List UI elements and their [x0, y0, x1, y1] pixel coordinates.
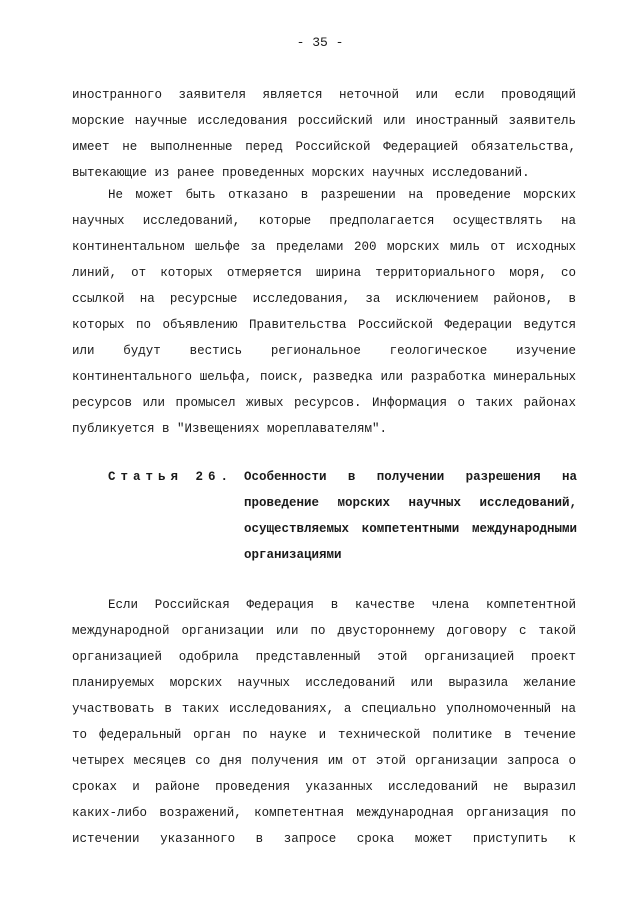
text-line: то федеральный орган по науке и технической политике в течение — [72, 728, 576, 742]
text-line: организацией одобрила представленный этой организацией проект — [72, 650, 576, 664]
text-line: Не может быть отказано в разрешении на проведение морских — [108, 188, 576, 202]
text-line: линий, от которых отмеряется ширина территориального моря, со — [72, 266, 576, 280]
text-line: научных исследований, которые предполагается осуществлять на — [72, 214, 576, 228]
paragraph-continuation — [72, 82, 576, 186]
text-line: ресурсов или промысел живых ресурсов. Информация о таких районах — [72, 396, 576, 410]
article-title-line: осуществляемых компетентными международными — [244, 522, 577, 536]
text-line: имеет не выполненные перед Российской Федерацией обязательства, — [72, 140, 576, 154]
article-label: Статья 26. — [108, 470, 234, 484]
text-line: вытекающие из ранее проведенных морских научных исследований. — [72, 166, 530, 180]
text-line: Если Российская Федерация в качестве члена компетентной — [108, 598, 576, 612]
text-line: планируемых морских научных исследований или выразила желание — [72, 676, 576, 690]
text-line: континентальном шельфе за пределами 200 морских миль от исходных — [72, 240, 576, 254]
text-line: каких-либо возражений, компетентная международная организация по — [72, 806, 576, 820]
text-line: сроках и районе проведения указанных исследований не выразил — [72, 780, 576, 794]
article-title-line: проведение морских научных исследований, — [244, 496, 577, 510]
text-line: которых по объявлению Правительства Российской Федерации ведутся — [72, 318, 576, 332]
text-line: ссылкой на ресурсные исследования, за исключением районов, в — [72, 292, 576, 306]
text-line: истечении указанного в запросе срока может приступить к — [72, 832, 576, 846]
text-line: публикуется в "Извещениях мореплавателям". — [72, 422, 388, 436]
paragraph-refusal-clause — [72, 182, 576, 442]
article-title — [244, 464, 577, 568]
article-title-line: организациями — [244, 548, 342, 562]
text-line: морские научные исследования российский или иностранный заявитель — [72, 114, 576, 128]
text-line: или будут вестись региональное геологическое изучение — [72, 344, 576, 358]
page-number: - 35 - — [296, 35, 344, 50]
text-line: иностранного заявителя является неточной или если проводящий — [72, 88, 576, 102]
text-line: континентального шельфа, поиск, разведка или разработка минеральных — [72, 370, 576, 384]
paragraph-international-org — [72, 592, 576, 852]
text-line: четырех месяцев со дня получения им от этой организации запроса о — [72, 754, 576, 768]
text-line: участвовать в таких исследованиях, а специально уполномоченный на — [72, 702, 576, 716]
text-line: международной организации или по двустороннему договору с такой — [72, 624, 576, 638]
article-title-line: Особенности в получении разрешения на — [244, 470, 577, 484]
